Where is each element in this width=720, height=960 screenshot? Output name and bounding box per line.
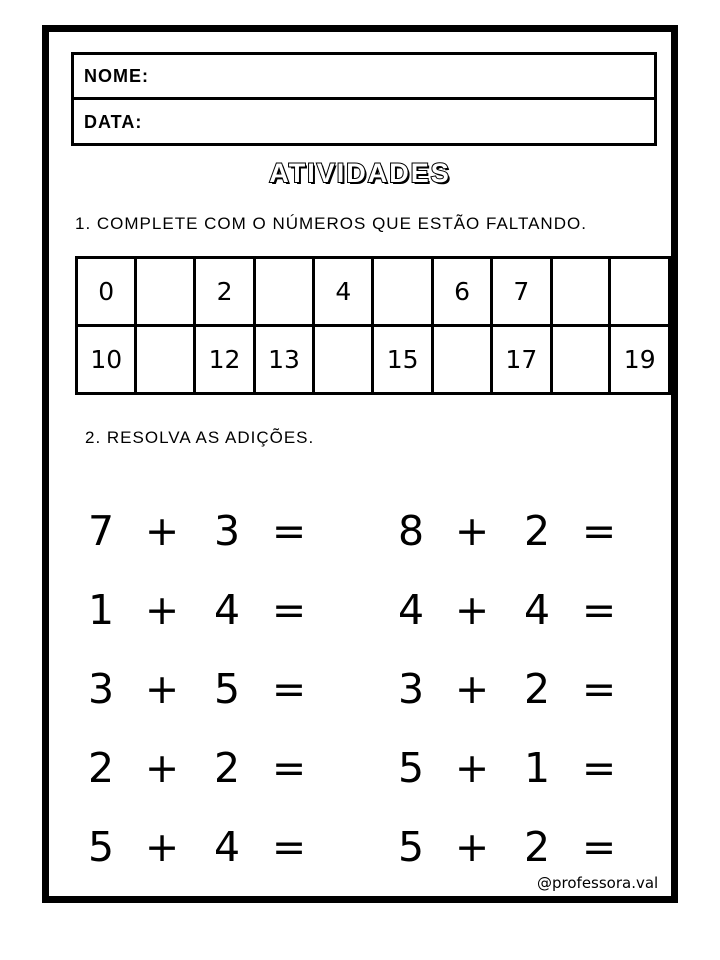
operand: 1	[87, 586, 115, 634]
blank-cell[interactable]	[432, 326, 491, 394]
plus-sign: +	[454, 823, 490, 871]
plus-sign: +	[144, 507, 180, 555]
plus-sign: +	[454, 665, 490, 713]
blank-cell[interactable]	[136, 258, 195, 326]
equals-sign: =	[581, 507, 617, 555]
author-credit: @professora.val	[537, 874, 659, 892]
number-grid	[75, 256, 671, 395]
operand: 4	[213, 586, 241, 634]
student-info-box	[71, 52, 657, 146]
operand: 3	[87, 665, 115, 713]
operand: 5	[397, 744, 425, 792]
number-cell: 6	[432, 258, 491, 326]
plus-sign: +	[144, 823, 180, 871]
date-field[interactable]	[74, 100, 654, 144]
plus-sign: +	[454, 507, 490, 555]
blank-cell[interactable]	[610, 258, 670, 326]
operand: 1	[523, 744, 551, 792]
blank-cell[interactable]	[254, 258, 313, 326]
plus-sign: +	[144, 744, 180, 792]
operand: 4	[397, 586, 425, 634]
name-field[interactable]	[74, 55, 654, 100]
blank-cell[interactable]	[551, 258, 610, 326]
number-cell: 15	[373, 326, 432, 394]
page-title: ATIVIDADES	[269, 158, 451, 188]
number-cell: 10	[77, 326, 136, 394]
plus-sign: +	[454, 586, 490, 634]
instruction-1: 1. COMPLETE COM O NÚMEROS QUE ESTÃO FALTANDO.	[75, 214, 587, 233]
number-cell: 13	[254, 326, 313, 394]
equals-sign: =	[581, 665, 617, 713]
operand: 8	[397, 507, 425, 555]
operand: 4	[213, 823, 241, 871]
blank-cell[interactable]	[136, 326, 195, 394]
plus-sign: +	[454, 744, 490, 792]
operand: 4	[523, 586, 551, 634]
equals-sign: =	[271, 744, 307, 792]
grid-row	[77, 258, 670, 326]
number-cell: 2	[195, 258, 254, 326]
blank-cell[interactable]	[314, 326, 373, 394]
blank-cell[interactable]	[551, 326, 610, 394]
operand: 7	[87, 507, 115, 555]
equals-sign: =	[581, 744, 617, 792]
instruction-2: 2. RESOLVA AS ADIÇÕES.	[85, 428, 315, 447]
operand: 5	[397, 823, 425, 871]
name-label: NOME:	[84, 65, 149, 86]
equals-sign: =	[271, 823, 307, 871]
equals-sign: =	[581, 823, 617, 871]
number-cell: 0	[77, 258, 136, 326]
operand: 5	[213, 665, 241, 713]
operand: 2	[523, 823, 551, 871]
number-cell: 12	[195, 326, 254, 394]
operand: 5	[87, 823, 115, 871]
number-cell: 19	[610, 326, 670, 394]
equals-sign: =	[271, 507, 307, 555]
blank-cell[interactable]	[373, 258, 432, 326]
plus-sign: +	[144, 586, 180, 634]
operand: 3	[213, 507, 241, 555]
equals-sign: =	[271, 665, 307, 713]
operand: 2	[87, 744, 115, 792]
equals-sign: =	[271, 586, 307, 634]
operand: 3	[397, 665, 425, 713]
equals-sign: =	[581, 586, 617, 634]
number-cell: 4	[314, 258, 373, 326]
grid-row	[77, 326, 670, 394]
number-cell: 7	[492, 258, 551, 326]
plus-sign: +	[144, 665, 180, 713]
number-cell: 17	[492, 326, 551, 394]
date-label: DATA:	[84, 111, 143, 132]
operand: 2	[213, 744, 241, 792]
worksheet	[42, 25, 678, 903]
operand: 2	[523, 665, 551, 713]
operand: 2	[523, 507, 551, 555]
